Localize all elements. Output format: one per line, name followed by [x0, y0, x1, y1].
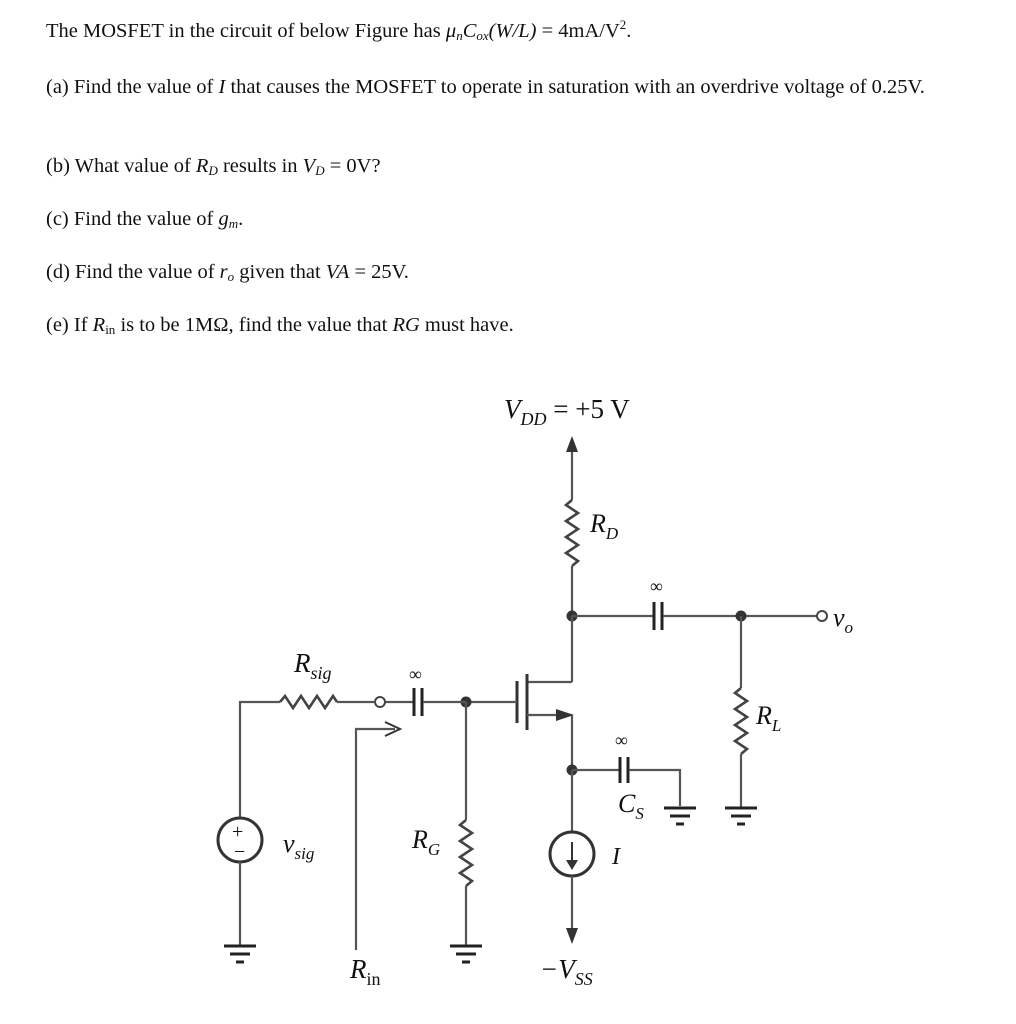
vsig-plus: +	[232, 821, 244, 843]
current-label: I	[612, 844, 620, 870]
source-bypass-capacitor	[620, 757, 628, 783]
vsig-ground-icon	[224, 946, 256, 962]
question-e: (e) If $R_{in}$ is to be 1MΩ, find the value that RG must have.	[46, 314, 514, 337]
vss-arrow-icon	[566, 876, 578, 944]
rin-arrow-icon	[356, 722, 400, 950]
rsig-label: $R_{sig}$	[294, 648, 332, 683]
input-coupling-capacitor	[414, 688, 422, 716]
question-b: (b) What value of $R_D$ results in $V_D = 0V$?	[46, 155, 381, 178]
rd-label: $R_D$	[590, 509, 619, 543]
question-d: (d) Find the value of $r_o$ given that VA = 25V.	[46, 261, 409, 284]
vss-label: $-V_{SS}$	[540, 954, 593, 989]
cs-label: $C_S$	[618, 789, 644, 823]
rl-label: $R_L$	[756, 701, 782, 735]
question-c: (c) Find the value of $g_m$.	[46, 208, 244, 231]
vsig-minus: −	[234, 841, 246, 863]
vsig-label: $v_{sig}$	[283, 829, 315, 863]
rg-resistor	[460, 702, 472, 946]
rg-ground-icon	[450, 946, 482, 962]
rl-resistor	[735, 616, 747, 808]
rin-label: $R_{in}$	[350, 954, 381, 989]
output-coupling-capacitor	[654, 602, 662, 630]
input-terminal	[375, 697, 385, 707]
current-source	[550, 832, 594, 876]
vo-label: $v_o$	[833, 603, 854, 637]
vdd-label: $V_{DD} = +5$ V	[504, 394, 630, 429]
problem-intro: The MOSFET in the circuit of below Figure has $\mu_nC_{ox}(W/L) = 4mA/V^2$.	[46, 17, 632, 43]
rd-resistor	[566, 500, 578, 616]
cs-ground-icon	[664, 808, 696, 824]
mosfet	[517, 616, 574, 770]
vdd-arrow-icon	[566, 436, 578, 500]
rsig-resistor	[280, 696, 337, 708]
rg-label: $R_G$	[412, 825, 441, 859]
cs-infinity: ∞	[615, 730, 628, 750]
rl-ground-icon	[725, 808, 757, 824]
question-a: (a) Find the value of I that causes the MOSFET to operate in saturation with an overdrive voltage of 0.25V.	[46, 76, 925, 98]
output-cap-infinity: ∞	[650, 576, 663, 596]
vo-terminal	[817, 611, 827, 621]
input-cap-infinity: ∞	[409, 664, 422, 684]
